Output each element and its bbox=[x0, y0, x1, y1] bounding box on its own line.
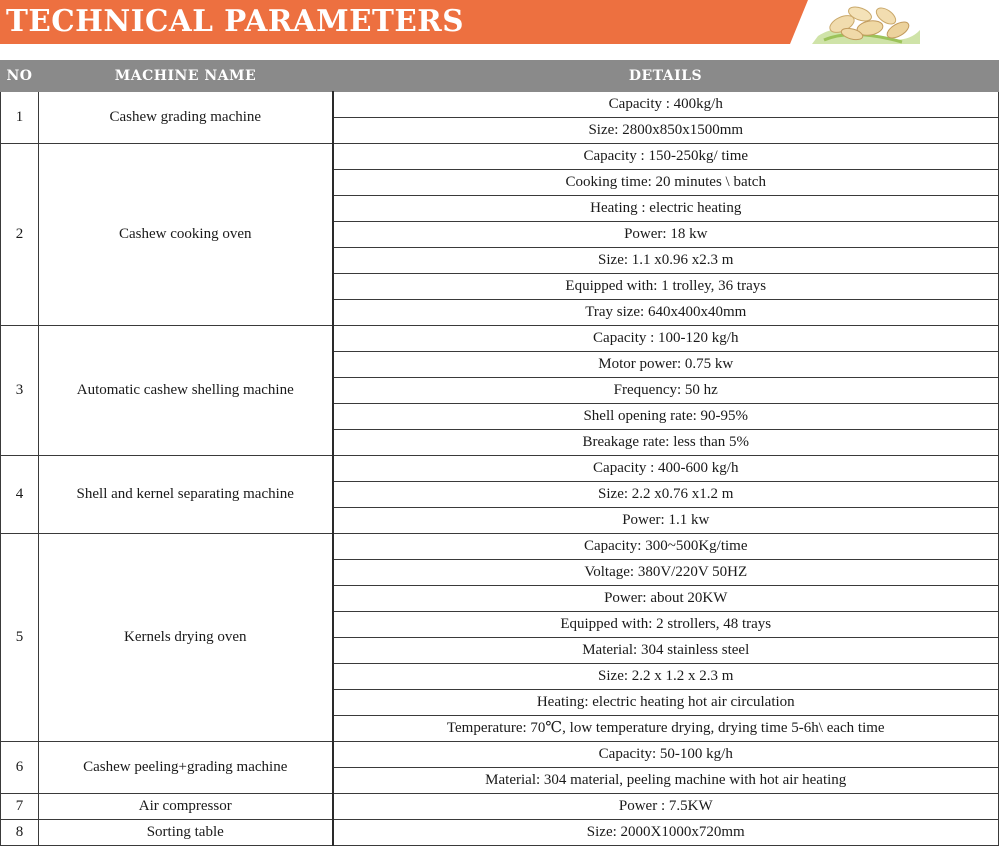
machine-detail: Capacity : 150-250kg/ time bbox=[333, 144, 999, 170]
table-row bbox=[1, 144, 999, 170]
machine-detail: Capacity: 50-100 kg/h bbox=[333, 742, 999, 768]
machine-detail: Capacity : 400-600 kg/h bbox=[333, 456, 999, 482]
header-banner bbox=[0, 0, 1000, 44]
column-header-no: NO bbox=[1, 61, 39, 92]
machine-detail: Breakage rate: less than 5% bbox=[333, 430, 999, 456]
machine-detail: Power: 18 kw bbox=[333, 222, 999, 248]
table-row bbox=[1, 456, 999, 482]
machine-detail: Cooking time: 20 minutes \ batch bbox=[333, 170, 999, 196]
machine-detail: Tray size: 640x400x40mm bbox=[333, 300, 999, 326]
machine-detail: Size: 2000X1000x720mm bbox=[333, 820, 999, 846]
machine-name: Automatic cashew shelling machine bbox=[39, 326, 333, 456]
machine-detail: Size: 2800x850x1500mm bbox=[333, 118, 999, 144]
machine-name: Cashew cooking oven bbox=[39, 144, 333, 326]
machine-detail: Heating : electric heating bbox=[333, 196, 999, 222]
machine-name: Air compressor bbox=[39, 794, 333, 820]
machine-detail: Power: about 20KW bbox=[333, 586, 999, 612]
machine-number: 1 bbox=[1, 92, 39, 144]
table-row bbox=[1, 742, 999, 768]
table-body bbox=[1, 92, 999, 846]
machine-detail: Size: 2.2 x0.76 x1.2 m bbox=[333, 482, 999, 508]
machine-number: 5 bbox=[1, 534, 39, 742]
machine-name: Kernels drying oven bbox=[39, 534, 333, 742]
machine-detail: Shell opening rate: 90-95% bbox=[333, 404, 999, 430]
machine-number: 8 bbox=[1, 820, 39, 846]
machine-detail: Heating: electric heating hot air circulation bbox=[333, 690, 999, 716]
page-title: TECHNICAL PARAMETERS bbox=[6, 4, 464, 39]
table-header-row bbox=[1, 61, 999, 92]
machine-detail: Voltage: 380V/220V 50HZ bbox=[333, 560, 999, 586]
machine-number: 7 bbox=[1, 794, 39, 820]
machine-detail: Material: 304 material, peeling machine with hot air heating bbox=[333, 768, 999, 794]
machine-detail: Power: 1.1 kw bbox=[333, 508, 999, 534]
machine-detail: Temperature: 70℃, low temperature drying, drying time 5-6h\ each time bbox=[333, 716, 999, 742]
machine-detail: Equipped with: 2 strollers, 48 trays bbox=[333, 612, 999, 638]
machine-detail: Capacity : 400kg/h bbox=[333, 92, 999, 118]
machine-detail: Size: 2.2 x 1.2 x 2.3 m bbox=[333, 664, 999, 690]
table-row bbox=[1, 794, 999, 820]
machine-detail: Capacity : 100-120 kg/h bbox=[333, 326, 999, 352]
machine-name: Cashew grading machine bbox=[39, 92, 333, 144]
machine-detail: Equipped with: 1 trolley, 36 trays bbox=[333, 274, 999, 300]
machine-detail: Size: 1.1 x0.96 x2.3 m bbox=[333, 248, 999, 274]
machine-detail: Frequency: 50 hz bbox=[333, 378, 999, 404]
column-header-details: DETAILS bbox=[333, 61, 999, 92]
cashew-nuts-image bbox=[812, 0, 922, 44]
machine-number: 6 bbox=[1, 742, 39, 794]
machine-detail: Material: 304 stainless steel bbox=[333, 638, 999, 664]
machine-number: 4 bbox=[1, 456, 39, 534]
technical-parameters-table bbox=[0, 60, 999, 846]
table-row bbox=[1, 534, 999, 560]
machine-name: Cashew peeling+grading machine bbox=[39, 742, 333, 794]
machine-detail: Capacity: 300~500Kg/time bbox=[333, 534, 999, 560]
table-row bbox=[1, 92, 999, 118]
machine-detail: Power : 7.5KW bbox=[333, 794, 999, 820]
machine-number: 2 bbox=[1, 144, 39, 326]
table-row bbox=[1, 326, 999, 352]
table-row bbox=[1, 820, 999, 846]
machine-name: Shell and kernel separating machine bbox=[39, 456, 333, 534]
machine-number: 3 bbox=[1, 326, 39, 456]
column-header-machine-name: MACHINE NAME bbox=[39, 61, 333, 92]
machine-detail: Motor power: 0.75 kw bbox=[333, 352, 999, 378]
machine-name: Sorting table bbox=[39, 820, 333, 846]
